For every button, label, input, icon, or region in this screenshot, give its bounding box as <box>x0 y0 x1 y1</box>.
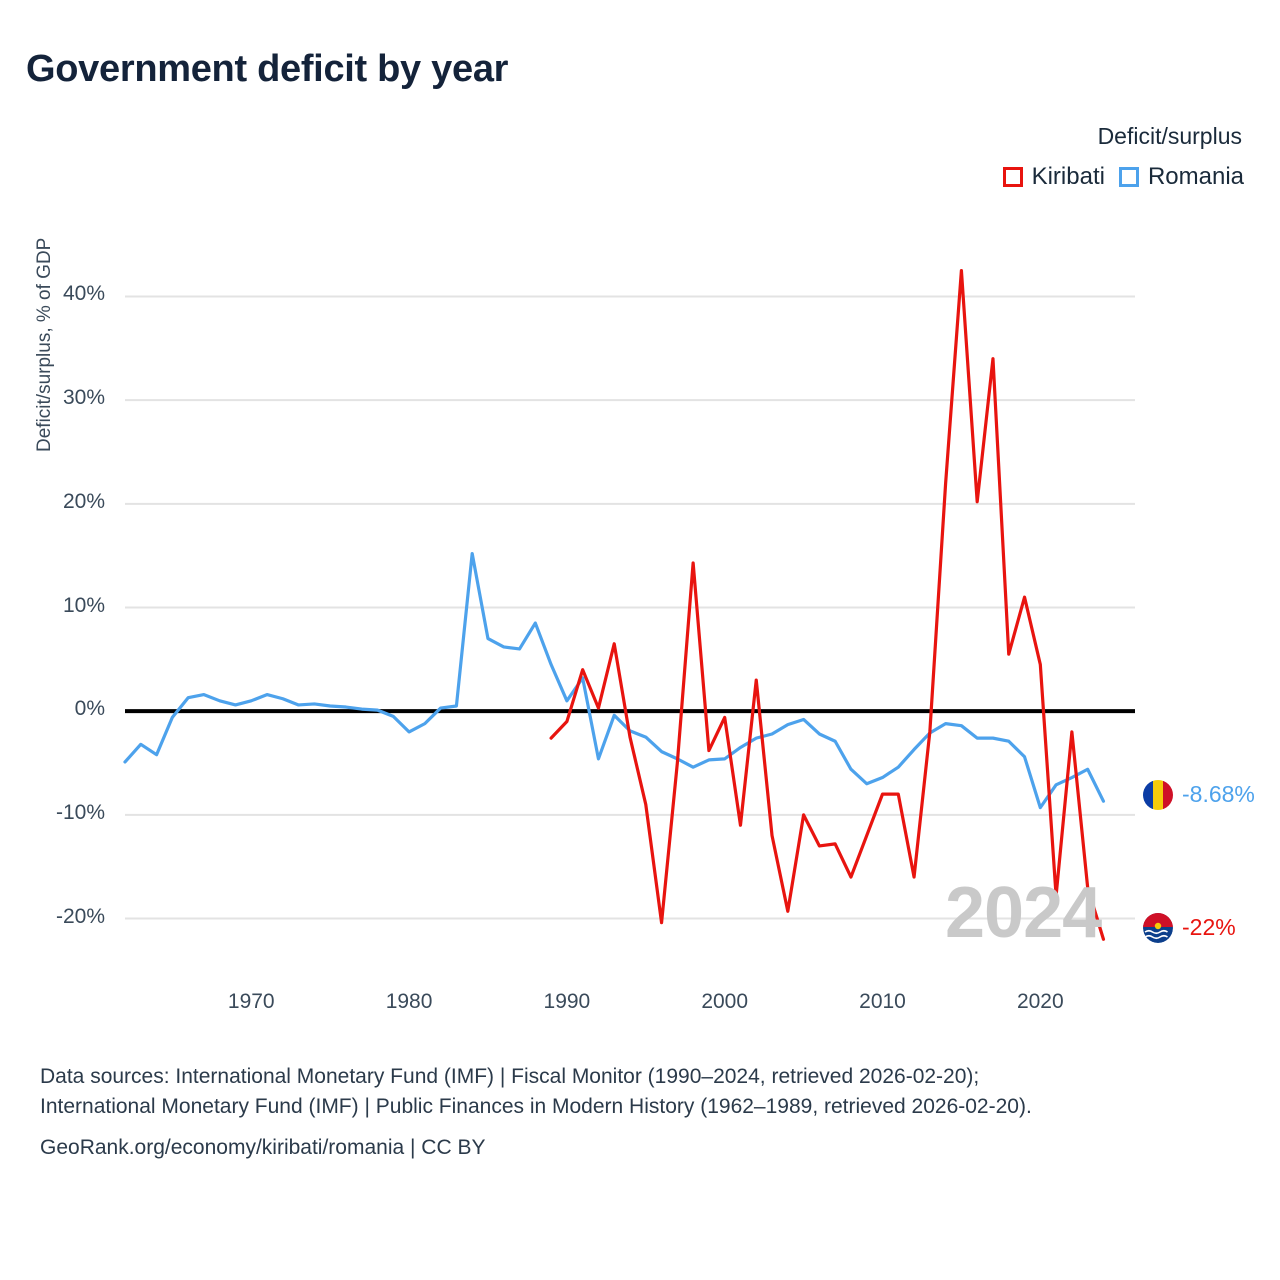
x-tick-label: 1990 <box>543 990 591 1013</box>
legend-item-kiribati[interactable] <box>1003 163 1105 191</box>
y-tick-label: 40% <box>62 282 105 306</box>
legend-label-kiribati: Kiribati <box>1031 163 1105 190</box>
legend-swatch-kiribati <box>1003 167 1023 187</box>
y-axis-label: Deficit/surplus, % of GDP <box>34 237 55 452</box>
legend-item-romania[interactable] <box>1119 163 1244 191</box>
legend-swatch-romania <box>1119 167 1139 187</box>
y-tick-label: -10% <box>55 800 105 824</box>
x-tick-label: 2000 <box>701 990 749 1013</box>
y-tick-label: 10% <box>62 593 105 617</box>
x-tick-label: 2010 <box>859 990 906 1013</box>
footer <box>40 1062 1240 1163</box>
footer-line2: International Monetary Fund (IMF) | Public Finances in Modern History (1962–1989, retrieved 2026-02-20). <box>40 1095 1032 1119</box>
y-tick-label: -20% <box>55 904 105 928</box>
x-tick-label: 1970 <box>227 990 275 1013</box>
y-tick-label: 30% <box>62 386 105 410</box>
romania-end-label: -8.68% <box>1182 781 1255 807</box>
legend-title: Deficit/surplus <box>1097 123 1242 149</box>
y-tick-label: 20% <box>62 489 105 513</box>
x-tick-label: 2020 <box>1016 990 1064 1013</box>
kiribati-flag-icon <box>1143 913 1173 943</box>
kiribati-end-label: -22% <box>1182 914 1236 940</box>
y-tick-label: 0% <box>74 697 105 721</box>
year-watermark: 2024 <box>945 873 1102 953</box>
x-tick-label: 1980 <box>385 990 433 1013</box>
footer-line1: Data sources: International Monetary Fund (IMF) | Fiscal Monitor (1990–2024, retrieved 2026-02-20); <box>40 1065 980 1088</box>
romania-flag-icon <box>1143 780 1173 810</box>
legend-label-romania: Romania <box>1147 163 1244 190</box>
page-title: Government deficit by year <box>26 48 509 90</box>
footer-link[interactable]: GeoRank.org/economy/kiribati/romania | CC BY <box>40 1135 486 1159</box>
legend <box>1003 163 1244 191</box>
